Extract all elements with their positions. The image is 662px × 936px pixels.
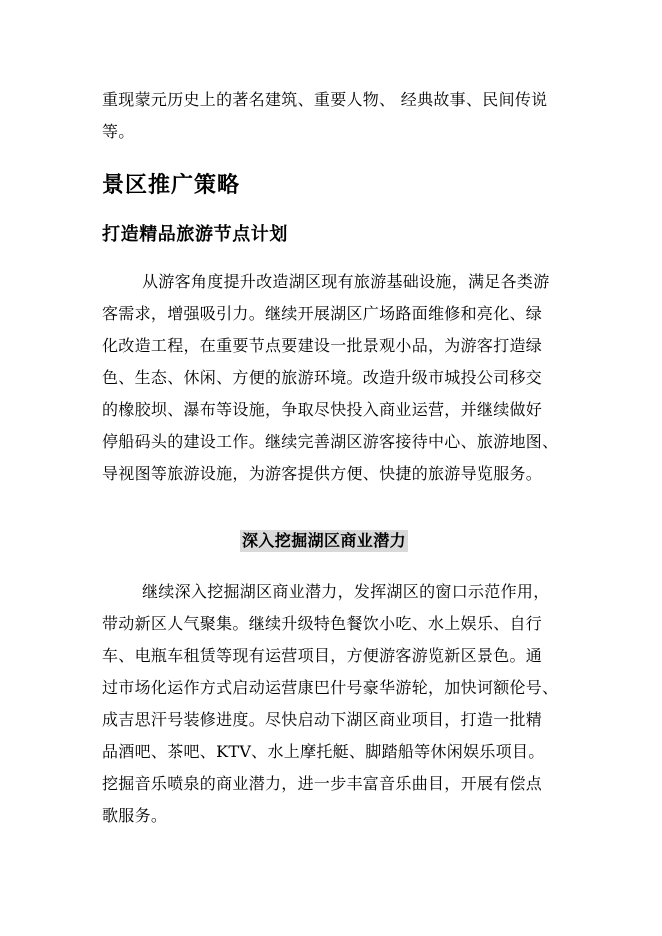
section1-line-4: 色、生态、休闲、方便的旅游环境。改造升级市城投公司移交 bbox=[102, 368, 543, 387]
section1-heading: 打造精品旅游节点计划 bbox=[102, 224, 288, 245]
section2-line-6: 品酒吧、茶吧、KTV、水上摩托艇、脚踏船等休闲娱乐项目。 bbox=[102, 742, 545, 761]
section2-line-7: 挖掘音乐喷泉的商业潜力，进一步丰富音乐曲目，开展有偿点 bbox=[102, 774, 543, 793]
section1-line-2: 客需求，增强吸引力。继续开展湖区广场路面维修和亮化、绿 bbox=[102, 304, 543, 323]
section2-line-2: 带动新区人气聚集。继续升级特色餐饮小吃、水上娱乐、自行 bbox=[102, 614, 543, 633]
section1-line-5: 的橡胶坝、瀑布等设施，争取尽快投入商业运营，并继续做好 bbox=[102, 400, 543, 419]
section2-line-1: 继续深入挖掘湖区商业潜力，发挥湖区的窗口示范作用， bbox=[142, 582, 550, 601]
intro-line-2: 等。 bbox=[102, 122, 135, 141]
section2-line-3: 车、电瓶车租赁等现有运营项目，方便游客游览新区景色。通 bbox=[102, 646, 543, 665]
section2-line-4: 过市场化运作方式启动运营康巴什号豪华游轮，加快诃额伦号、 bbox=[102, 678, 559, 697]
section1-line-7: 导视图等旅游设施，为游客提供方便、快捷的旅游导览服务。 bbox=[102, 464, 543, 483]
section2-line-8: 歌服务。 bbox=[102, 806, 168, 825]
section1-line-1: 从游客角度提升改造湖区现有旅游基础设施，满足各类游 bbox=[142, 272, 550, 291]
section2-heading: 深入挖掘湖区商业潜力 bbox=[242, 531, 407, 550]
intro-line-1: 重现蒙元历史上的著名建筑、重要人物、 经典故事、民间传说 bbox=[102, 90, 548, 109]
section1-line-6: 停船码头的建设工作。继续完善湖区游客接待中心、旅游地图、 bbox=[102, 432, 559, 451]
section1-line-3: 化改造工程，在重要节点要建设一批景观小品，为游客打造绿 bbox=[102, 336, 543, 355]
section2-line-5: 成吉思汗号装修进度。尽快启动下湖区商业项目，打造一批精 bbox=[102, 710, 543, 729]
main-heading: 景区推广策略 bbox=[102, 172, 241, 198]
